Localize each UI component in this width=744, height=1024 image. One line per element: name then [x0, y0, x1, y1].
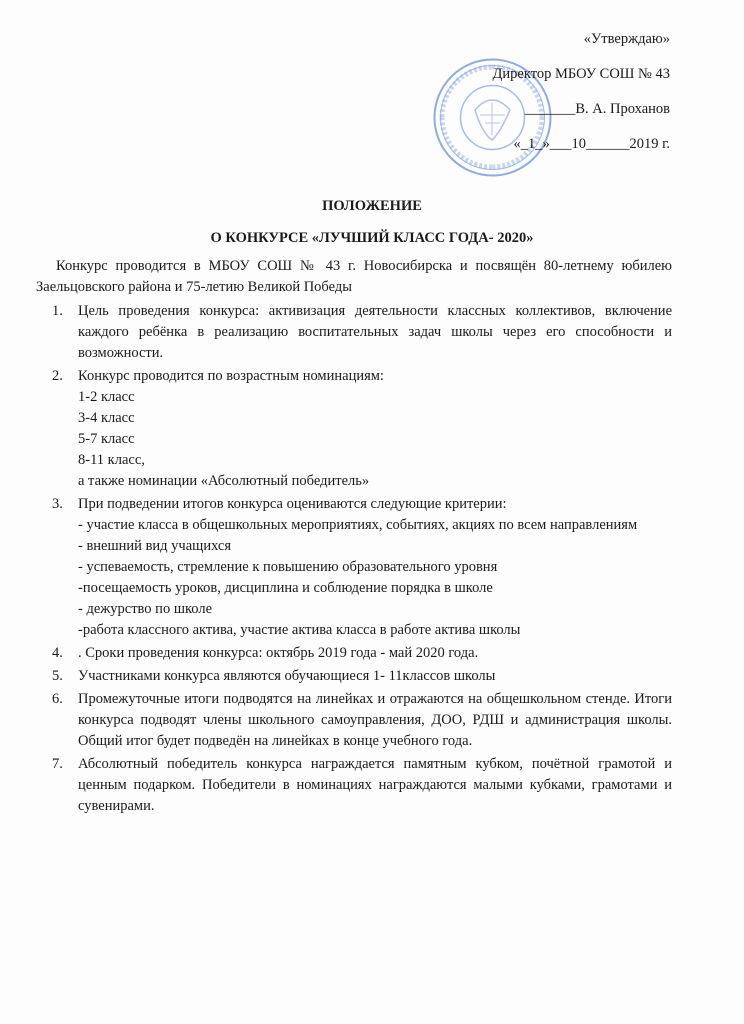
item-text: Цель проведения конкурса: активизация деятельности классных коллективов, включение каждого ребёнка в реализацию воспитательных задач школы через его способности и возможности. [78, 303, 672, 361]
criterion-line: -посещаемость уроков, дисциплина и соблюдение порядка в школе [78, 580, 493, 596]
nomination-line: 3-4 класс [78, 410, 135, 426]
item-text: Конкурс проводится по возрастным номинациям: [78, 368, 384, 384]
criterion-line: -работа классного актива, участие актива класса в работе актива школы [78, 622, 521, 638]
nomination-line: а также номинации «Абсолютный победитель» [78, 473, 370, 489]
item-text: При подведении итогов конкурса оцениваются следующие критерии: [78, 496, 507, 512]
item-text: . Сроки проведения конкурса: октябрь 2019 года - май 2020 года. [78, 645, 479, 661]
criterion-line: - дежурство по школе [78, 601, 213, 617]
list-item [50, 643, 672, 664]
regulation-list [50, 301, 672, 819]
item-number: 4. [52, 645, 63, 661]
item-text: Абсолютный победитель конкурса награждается памятным кубком, почётной грамотой и ценным подарком. Победители в номинациях награждаются малыми кубками, грамотами и сувенирами. [78, 756, 672, 814]
item-number: 3. [52, 496, 63, 512]
item-number: 7. [52, 756, 63, 772]
nomination-line: 8-11 класс, [78, 452, 145, 468]
intro-paragraph: Конкурс проводится в МБОУ СОШ № 43 г. Новосибирска и посвящён 80-летнему юбилею Заельцовского района и 75-летию Великой Победы [36, 258, 672, 295]
item-text: Промежуточные итоги подводятся на линейках и отражаются на общешкольном стенде. Итоги конкурса подводят члены школьного самоуправления, ДОО, РДШ и администрация школы. Общий итог будет подведён на линейках в конце учебного года. [78, 691, 672, 749]
approval-position: Директор МБОУ СОШ № 43 [492, 66, 670, 82]
criterion-line: - успеваемость, стремление к повышению образовательного уровня [78, 559, 498, 575]
list-item [50, 754, 672, 817]
list-item [50, 666, 672, 687]
document-title: ПОЛОЖЕНИЕ [322, 198, 422, 214]
approval-heading: «Утверждаю» [583, 31, 670, 47]
item-text: Участниками конкурса являются обучающиеся 1- 11классов школы [78, 668, 496, 684]
approval-block [493, 22, 670, 162]
list-item [50, 494, 672, 641]
list-item [50, 301, 672, 364]
item-number: 5. [52, 668, 63, 684]
list-item [50, 689, 672, 752]
nomination-line: 5-7 класс [78, 431, 135, 447]
approval-signature-line: _______В. А. Проханов [524, 101, 670, 117]
nomination-line: 1-2 класс [78, 389, 135, 405]
document-subtitle: О КОНКУРСЕ «ЛУЧШИЙ КЛАСС ГОДА- 2020» [210, 230, 534, 246]
criterion-line: - внешний вид учащихся [78, 538, 232, 554]
item-number: 2. [52, 368, 63, 384]
approval-date: «_1_»___10______2019 г. [513, 136, 670, 152]
list-item [50, 366, 672, 492]
criterion-line: - участие класса в общешкольных мероприятиях, событиях, акциях по всем направлениям [78, 517, 638, 533]
item-number: 1. [52, 303, 63, 319]
item-number: 6. [52, 691, 63, 707]
